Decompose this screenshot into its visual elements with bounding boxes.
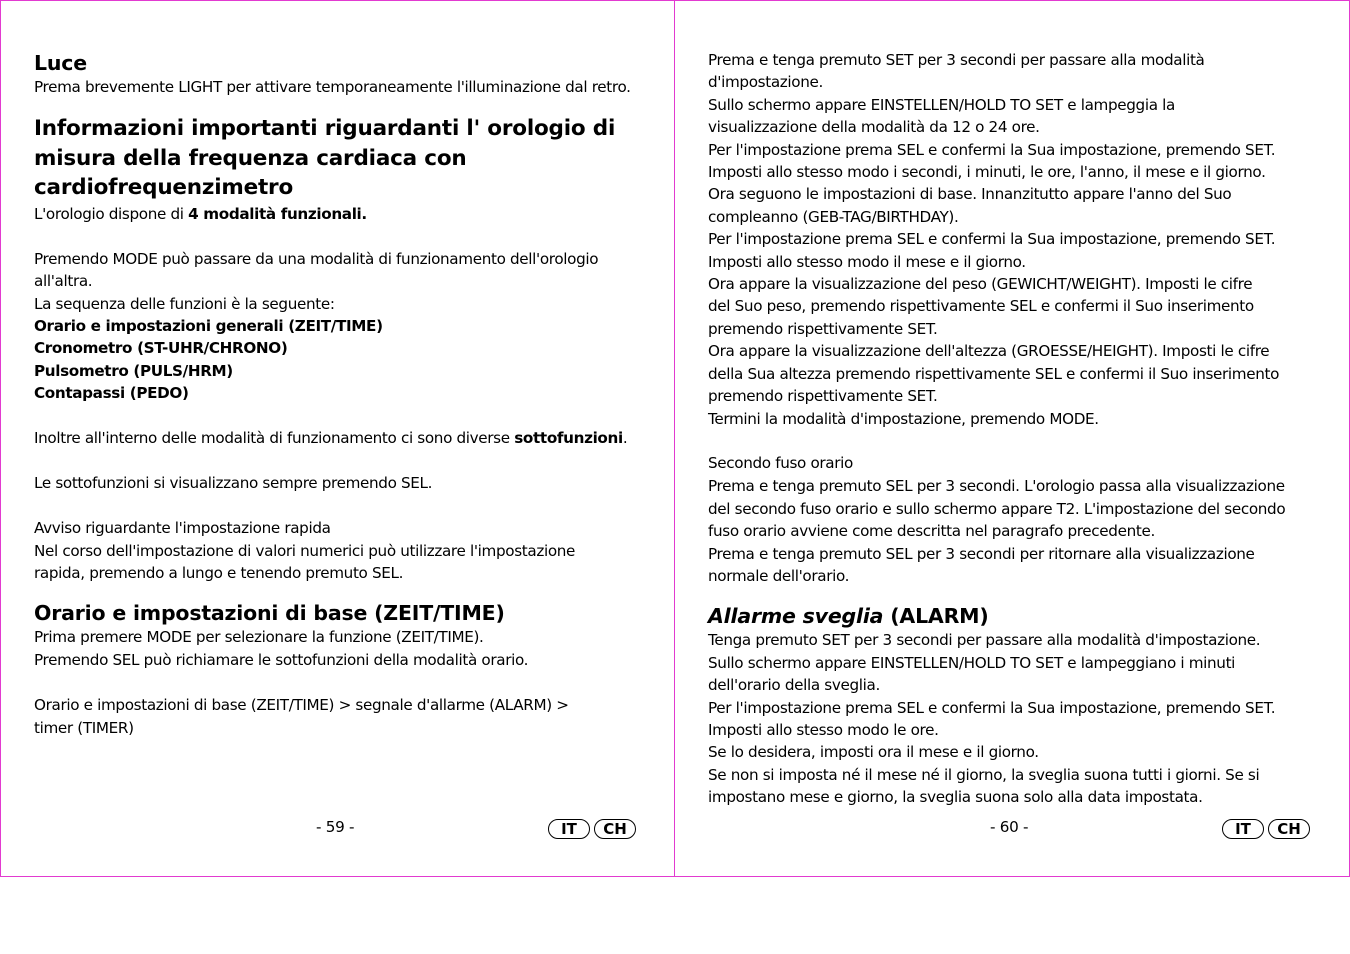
country-badges-right [1222,819,1310,839]
setup-line: della Sua altezza premendo rispettivamente SEL e confermi il Suo inserimento [708,364,1280,383]
timezone-paragraph [708,475,1314,587]
country-badges-left [548,819,636,839]
tz-line: fuso orario avviene come descritta nel paragrafo precedente. [708,522,1155,541]
luce-text: Prema brevemente LIGHT per attivare temporaneamente l'illuminazione dal retro. [34,78,631,96]
alarm-line: Se non si imposta né il mese né il giorno, la sveglia suona tutti i giorni. Se si [708,765,1260,784]
right-page [708,49,1314,809]
base-line-2: Premendo SEL può richiamare le sottofunzioni della modalità orario. [34,650,529,669]
alarm-line: Imposti allo stesso modo le ore. [708,720,939,739]
alarm-line: Se lo desidera, imposti ora il mese e il giorno. [708,743,1039,762]
setup-line: del Suo peso, premendo rispettivamente SEL e confermi il Suo inserimento [708,297,1254,316]
function-item: Cronometro (ST-UHR/CHRONO) [34,339,288,358]
alarm-paragraph [708,629,1314,808]
setup-line: Sullo schermo appare EINSTELLEN/HOLD TO SET e lampeggia la [708,95,1175,114]
function-item: Contapassi (PEDO) [34,384,189,403]
page-number-right: - 60 - [990,818,1029,836]
function-item: Orario e impostazioni generali (ZEIT/TIME) [34,316,383,335]
section-title-luce: Luce [34,51,87,75]
function-item: Pulsometro (PULS/HRM) [34,361,233,380]
tz-line: Prema e tenga premuto SEL per 3 secondi. L'orologio passa alla visualizzazione [708,477,1285,496]
info-title-line-1: Informazioni importanti riguardanti l' orologio di [34,116,616,142]
section-title-alarm: Allarme sveglia (ALARM) [708,604,989,629]
setup-line: d'impostazione. [708,73,823,92]
quick-setting-line-1: Nel corso dell'impostazione di valori numerici può utilizzare l'impostazione [34,541,576,560]
setup-paragraph [708,49,1314,430]
page-number-left: - 59 - [316,818,355,836]
setup-line: visualizzazione della modalità da 12 o 24 ore. [708,118,1040,137]
setup-line: premendo rispettivamente SET. [708,319,938,338]
setup-line: Imposti allo stesso modo il mese e il giorno. [708,252,1026,271]
badge-ch: CH [1268,819,1310,839]
setup-line: compleanno (GEB-TAG/BIRTHDAY). [708,207,959,226]
setup-line: Per l'impostazione prema SEL e confermi la Sua impostazione, premendo SET. [708,140,1276,159]
alarm-line: Per l'impostazione prema SEL e confermi la Sua impostazione, premendo SET. [708,698,1276,717]
section-title-base: Orario e impostazioni di base (ZEIT/TIME) [34,601,505,626]
left-page [34,50,644,740]
badge-it: IT [1222,819,1264,839]
tz-line: normale dell'orario. [708,566,850,585]
sequence-line: La sequenza delle funzioni è la seguente: [34,294,335,313]
setup-line: Ora seguono le impostazioni di base. Innanzitutto appare l'anno del Suo [708,185,1232,204]
alarm-line: Tenga premuto SET per 3 secondi per passare alla modalità d'impostazione. [708,631,1261,650]
subfunctions-paragraph: Inoltre all'interno delle modalità di funzionamento ci sono diverse sottofunzioni. [34,428,628,447]
quick-setting-line-2: rapida, premendo a lungo e tenendo premuto SEL. [34,563,404,582]
tz-line: del secondo fuso orario e sullo schermo appare T2. L'impostazione del secondo [708,499,1286,518]
chain-line-2: timer (TIMER) [34,718,134,737]
subfunctions-sel-line: Le sottofunzioni si visualizzano sempre premendo SEL. [34,473,433,492]
mode-switch-line-2: all'altra. [34,272,93,291]
modes-paragraph: L'orologio dispone di 4 modalità funzionali. [34,204,367,223]
setup-line: Ora appare la visualizzazione del peso (GEWICHT/WEIGHT). Imposti le cifre [708,275,1253,294]
second-timezone-title: Secondo fuso orario [708,454,853,473]
alarm-line: dell'orario della sveglia. [708,676,880,695]
mode-switch-line-1: Premendo MODE può passare da una modalità di funzionamento dell'orologio [34,249,599,268]
alarm-line: Sullo schermo appare EINSTELLEN/HOLD TO SET e lampeggiano i minuti [708,653,1236,672]
badge-ch: CH [594,819,636,839]
setup-line: premendo rispettivamente SET. [708,387,938,406]
tz-line: Prema e tenga premuto SEL per 3 secondi per ritornare alla visualizzazione [708,544,1255,563]
info-title-line-2: misura della frequenza cardiaca con [34,145,467,171]
info-title-line-3: cardiofrequenzimetro [34,175,294,201]
setup-line: Termini la modalità d'impostazione, premendo MODE. [708,409,1099,428]
alarm-line: impostano mese e giorno, la sveglia suona solo alla data impostata. [708,788,1203,807]
setup-line: Ora appare la visualizzazione dell'altezza (GROESSE/HEIGHT). Imposti le cifre [708,342,1270,361]
chain-line-1: Orario e impostazioni di base (ZEIT/TIME) > segnale d'allarme (ALARM) > [34,695,569,714]
quick-setting-title: Avviso riguardante l'impostazione rapida [34,518,331,537]
setup-line: Per l'impostazione prema SEL e confermi la Sua impostazione, premendo SET. [708,230,1276,249]
setup-line: Imposti allo stesso modo i secondi, i minuti, le ore, l'anno, il mese e il giorno. [708,163,1266,182]
badge-it: IT [548,819,590,839]
base-line-1: Prima premere MODE per selezionare la funzione (ZEIT/TIME). [34,628,484,647]
page-divider [674,0,675,877]
setup-line: Prema e tenga premuto SET per 3 secondi per passare alla modalità [708,51,1205,69]
